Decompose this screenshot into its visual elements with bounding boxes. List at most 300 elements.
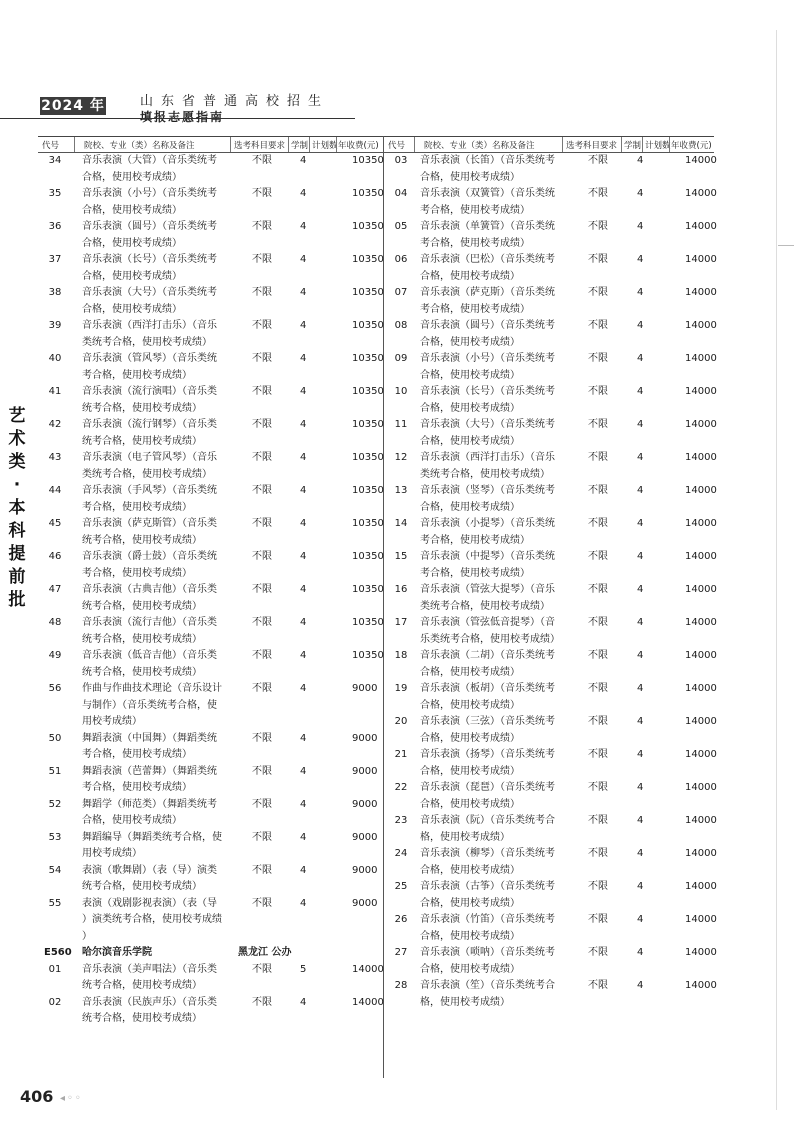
annual-fee: 10350 [352, 518, 384, 529]
major-row [42, 285, 382, 318]
major-code: 26 [394, 914, 408, 925]
major-name: 音乐表演（竹笛）（音乐类统考 合格，使用校考成绩） [420, 914, 555, 942]
major-name: 音乐表演（美声唱法）（音乐类 统考合格，使用校考成绩） [82, 963, 217, 991]
duration: 4 [300, 551, 307, 562]
major-row [42, 648, 382, 681]
annual-fee: 14000 [685, 914, 717, 925]
major-name: 音乐表演（管风琴）（音乐类统 考合格，使用校考成绩） [82, 353, 217, 381]
duration: 4 [300, 864, 307, 876]
major-code: 12 [394, 452, 408, 463]
major-name: 音乐表演（长号）（音乐类统考 合格，使用校考成绩） [420, 386, 555, 414]
annual-fee: 14000 [685, 848, 717, 859]
duration: 4 [300, 996, 307, 1008]
duration: 4 [637, 386, 644, 397]
major-row [42, 681, 382, 731]
annual-fee: 14000 [685, 980, 717, 991]
major-name: 音乐表演（唢呐）（音乐类统考 合格，使用校考成绩） [420, 947, 555, 975]
major-row [388, 615, 717, 648]
major-row [42, 863, 382, 896]
major-code: 46 [48, 551, 62, 562]
annual-fee: 14000 [685, 683, 717, 694]
header-divider [336, 137, 337, 152]
header-divider [74, 137, 75, 152]
subject-requirement: 不限 [252, 765, 272, 777]
major-row [388, 351, 717, 384]
duration: 4 [637, 518, 644, 529]
annual-fee: 10350 [352, 551, 384, 562]
subject-requirement: 不限 [588, 518, 608, 529]
major-name: 音乐表演（中提琴）（音乐类统 考合格，使用校考成绩） [420, 551, 555, 579]
major-code: 52 [48, 798, 62, 810]
major-name: 音乐表演（萨克斯管）（音乐类 统考合格，使用校考成绩） [82, 518, 217, 546]
annual-fee: 10350 [352, 221, 384, 232]
major-name: 音乐表演（圆号）（音乐类统考 合格，使用校考成绩） [420, 320, 555, 348]
major-row [42, 318, 382, 351]
subject-requirement: 不限 [588, 914, 608, 925]
duration: 4 [300, 683, 307, 694]
major-code: 40 [48, 353, 62, 364]
subject-requirement: 不限 [252, 551, 272, 562]
duration: 4 [637, 221, 644, 232]
header-divider [669, 137, 670, 152]
major-name: 音乐表演（大管）（音乐类统考 合格，使用校考成绩） [82, 155, 217, 183]
school-row [42, 945, 382, 962]
major-code: 20 [394, 716, 408, 727]
subject-requirement: 不限 [588, 749, 608, 760]
annual-fee: 10350 [352, 155, 384, 166]
major-name: 表演（歌舞剧）（表（导）演类 统考合格，使用校考成绩） [82, 864, 217, 892]
header-plan: 计划数 [645, 141, 671, 151]
major-code: 08 [394, 320, 408, 331]
annual-fee: 14000 [685, 188, 717, 199]
subject-requirement: 不限 [588, 551, 608, 562]
major-row [388, 648, 717, 681]
column-divider [383, 136, 384, 1078]
header-subject: 选考科目要求 [234, 141, 286, 151]
major-row [388, 483, 717, 516]
major-code: 35 [48, 188, 62, 199]
annual-fee: 10350 [352, 386, 384, 397]
major-row [388, 516, 717, 549]
major-name: 舞蹈编导（舞蹈类统考合格，使 用校考成绩） [82, 831, 222, 859]
subject-requirement: 不限 [252, 155, 272, 166]
subject-requirement: 不限 [588, 386, 608, 397]
major-row [388, 780, 717, 813]
subject-requirement: 不限 [252, 485, 272, 496]
major-row [388, 153, 717, 186]
duration: 4 [300, 419, 307, 430]
major-name: 音乐表演（电子管风琴）（音乐 类统考合格，使用校考成绩） [82, 452, 217, 480]
subject-requirement: 不限 [588, 815, 608, 826]
header-name: 院校、专业（类）名称及备注 [84, 141, 195, 151]
subject-requirement: 不限 [252, 996, 272, 1008]
header-fee: 年收费(元) [338, 141, 379, 151]
subject-requirement: 不限 [252, 617, 272, 628]
header-title: 山东省普通高校招生 [140, 94, 330, 109]
header-year-badge: 2024 年 [41, 98, 105, 114]
duration: 4 [300, 452, 307, 463]
major-code: 11 [394, 419, 408, 430]
major-name: 音乐表演（巴松）（音乐类统考 合格，使用校考成绩） [420, 254, 555, 282]
duration: 4 [637, 914, 644, 925]
major-name: 音乐表演（板胡）（音乐类统考 合格，使用校考成绩） [420, 683, 555, 711]
major-code: 05 [394, 221, 408, 232]
major-code: 21 [394, 749, 408, 760]
major-row [42, 417, 382, 450]
annual-fee: 10350 [352, 650, 384, 661]
annual-fee: 10350 [352, 254, 384, 265]
annual-fee: 14000 [685, 650, 717, 661]
major-name: 音乐表演（爵士鼓）（音乐类统 考合格，使用校考成绩） [82, 551, 217, 579]
subject-requirement: 不限 [252, 518, 272, 529]
subject-requirement: 不限 [252, 864, 272, 876]
duration: 4 [637, 782, 644, 793]
subject-requirement: 不限 [588, 320, 608, 331]
header-code: 代号 [42, 141, 60, 151]
major-code: 19 [394, 683, 408, 694]
major-code: 45 [48, 518, 62, 529]
duration: 4 [637, 155, 644, 166]
major-row [42, 549, 382, 582]
major-name: 音乐表演（古筝）（音乐类统考 合格，使用校考成绩） [420, 881, 555, 909]
major-name: 音乐表演（大号）（音乐类统考 合格，使用校考成绩） [420, 419, 555, 447]
school-name: 哈尔滨音乐学院 [82, 947, 152, 958]
left-table-header [38, 137, 383, 152]
right-table-body [388, 153, 717, 1011]
subject-requirement: 不限 [252, 683, 272, 694]
duration: 5 [300, 963, 307, 975]
duration: 4 [637, 320, 644, 331]
major-code: 41 [48, 386, 62, 397]
major-code: 23 [394, 815, 408, 826]
subject-requirement: 不限 [252, 732, 272, 744]
duration: 4 [637, 584, 644, 595]
major-name: 作曲与作曲技术理论（音乐设计 与制作）（音乐类统考合格，使 用校考成绩） [82, 683, 222, 727]
major-row [42, 219, 382, 252]
annual-fee: 14000 [685, 782, 717, 793]
major-row [42, 896, 382, 946]
duration: 4 [637, 452, 644, 463]
major-row [42, 830, 382, 863]
major-code: 49 [48, 650, 62, 661]
duration: 4 [637, 749, 644, 760]
major-row [388, 417, 717, 450]
major-row [42, 962, 382, 995]
annual-fee: 14000 [685, 353, 717, 364]
major-row [388, 945, 717, 978]
major-row [388, 549, 717, 582]
major-name: 音乐表演（大号）（音乐类统考 合格，使用校考成绩） [82, 287, 217, 315]
major-name: 音乐表演（圆号）（音乐类统考 合格，使用校考成绩） [82, 221, 217, 249]
duration: 4 [300, 485, 307, 496]
duration: 4 [637, 815, 644, 826]
major-row [42, 186, 382, 219]
subject-requirement: 不限 [588, 353, 608, 364]
header-plan: 计划数 [312, 141, 338, 151]
major-code: 27 [394, 947, 408, 958]
major-row [42, 615, 382, 648]
annual-fee: 10350 [352, 419, 384, 430]
subject-requirement: 不限 [588, 947, 608, 958]
duration: 4 [637, 617, 644, 628]
subject-requirement: 不限 [252, 221, 272, 232]
duration: 4 [300, 732, 307, 744]
header-code: 代号 [388, 141, 406, 151]
side-section-tab: 艺 术 类 · 本 科 提 前 批 [8, 406, 26, 610]
subject-requirement: 不限 [588, 881, 608, 892]
duration: 4 [637, 419, 644, 430]
major-code: 15 [394, 551, 408, 562]
annual-fee: 14000 [685, 815, 717, 826]
annual-fee: 9000 [352, 831, 378, 843]
subject-requirement: 不限 [252, 320, 272, 331]
major-row [388, 978, 717, 1011]
subject-requirement: 不限 [252, 584, 272, 595]
annual-fee: 14000 [685, 584, 717, 595]
major-code: 17 [394, 617, 408, 628]
header-fee: 年收费(元) [671, 141, 712, 151]
major-code: 43 [48, 452, 62, 463]
major-row [42, 995, 382, 1028]
annual-fee: 14000 [685, 617, 717, 628]
duration: 4 [300, 155, 307, 166]
major-code: 10 [394, 386, 408, 397]
header-divider [621, 137, 622, 152]
duration: 4 [300, 287, 307, 298]
subject-requirement: 不限 [588, 683, 608, 694]
major-code: 55 [48, 897, 62, 909]
subject-requirement: 不限 [252, 287, 272, 298]
duration: 4 [637, 881, 644, 892]
header-divider [288, 137, 289, 152]
subject-requirement: 不限 [252, 650, 272, 661]
major-name: 舞蹈表演（中国舞）（舞蹈类统 考合格，使用校考成绩） [82, 732, 217, 760]
major-code: 51 [48, 765, 62, 777]
annual-fee: 14000 [685, 749, 717, 760]
annual-fee: 14000 [685, 155, 717, 166]
annual-fee: 14000 [352, 963, 384, 975]
annual-fee: 14000 [352, 996, 384, 1008]
major-row [388, 846, 717, 879]
duration: 4 [637, 254, 644, 265]
subject-requirement: 不限 [588, 287, 608, 298]
header-divider [414, 137, 415, 152]
major-row [388, 186, 717, 219]
duration: 4 [300, 765, 307, 777]
subject-requirement: 不限 [252, 419, 272, 430]
major-name: 音乐表演（双簧管）（音乐类统 考合格，使用校考成绩） [420, 188, 555, 216]
subject-requirement: 不限 [252, 963, 272, 975]
annual-fee: 10350 [352, 452, 384, 463]
major-code: 03 [394, 155, 408, 166]
subject-requirement: 不限 [588, 716, 608, 727]
major-row [388, 912, 717, 945]
annual-fee: 10350 [352, 188, 384, 199]
major-name: 音乐表演（扬琴）（音乐类统考 合格，使用校考成绩） [420, 749, 555, 777]
major-code: 47 [48, 584, 62, 595]
major-code: 50 [48, 732, 62, 744]
subject-requirement: 不限 [252, 188, 272, 199]
major-row [42, 731, 382, 764]
duration: 4 [637, 353, 644, 364]
page-edge-rule [776, 30, 777, 1110]
major-code: 25 [394, 881, 408, 892]
subject-requirement: 不限 [588, 254, 608, 265]
major-name: 音乐表演（小号）（音乐类统考 合格，使用校考成绩） [420, 353, 555, 381]
major-name: 音乐表演（单簧管）（音乐类统 考合格，使用校考成绩） [420, 221, 555, 249]
duration: 4 [300, 831, 307, 843]
duration: 4 [637, 683, 644, 694]
major-name: 音乐表演（琵琶）（音乐类统考 合格，使用校考成绩） [420, 782, 555, 810]
major-row [388, 681, 717, 714]
major-name: 音乐表演（流行吉他）（音乐类 统考合格，使用校考成绩） [82, 617, 217, 645]
major-name: 舞蹈学（师范类）（舞蹈类统考 合格，使用校考成绩） [82, 798, 217, 826]
major-name: 音乐表演（低音吉他）（音乐类 统考合格，使用校考成绩） [82, 650, 217, 678]
major-name: 音乐表演（手风琴）（音乐类统 考合格，使用校考成绩） [82, 485, 217, 513]
major-name: 表演（戏剧影视表演）（表（导 ）演类统考合格，使用校考成绩 ） [82, 897, 222, 942]
annual-fee: 14000 [685, 386, 717, 397]
duration: 4 [300, 798, 307, 810]
right-table-header [384, 137, 714, 152]
annual-fee: 14000 [685, 947, 717, 958]
duration: 4 [637, 650, 644, 661]
major-code: 02 [48, 996, 62, 1008]
subject-requirement: 不限 [252, 897, 272, 909]
duration: 4 [300, 617, 307, 628]
page-number: 406 [20, 1087, 54, 1106]
major-row [42, 483, 382, 516]
header-duration: 学制 [291, 141, 309, 151]
major-row [42, 764, 382, 797]
major-name: 音乐表演（西洋打击乐）（音乐 类统考合格，使用校考成绩） [420, 452, 555, 480]
annual-fee: 9000 [352, 683, 378, 694]
annual-fee: 10350 [352, 584, 384, 595]
subject-requirement: 不限 [252, 798, 272, 810]
subject-requirement: 不限 [588, 650, 608, 661]
major-row [388, 450, 717, 483]
duration: 4 [637, 980, 644, 991]
major-code: 04 [394, 188, 408, 199]
major-code: 01 [48, 963, 62, 975]
duration: 4 [637, 287, 644, 298]
annual-fee: 14000 [685, 287, 717, 298]
subject-requirement: 不限 [252, 386, 272, 397]
major-row [388, 384, 717, 417]
annual-fee: 9000 [352, 765, 378, 777]
duration: 4 [637, 485, 644, 496]
duration: 4 [300, 518, 307, 529]
duration: 4 [300, 897, 307, 909]
annual-fee: 14000 [685, 551, 717, 562]
subject-requirement: 不限 [588, 452, 608, 463]
left-table-body [42, 153, 382, 1028]
header-subtitle: 填报志愿指南 [140, 110, 225, 124]
major-row [388, 582, 717, 615]
major-name: 音乐表演（阮）（音乐类统考合 格，使用校考成绩） [420, 815, 555, 843]
annual-fee: 10350 [352, 287, 384, 298]
major-code: 36 [48, 221, 62, 232]
major-name: 音乐表演（长笛）（音乐类统考 合格，使用校考成绩） [420, 155, 555, 183]
subject-requirement: 不限 [588, 155, 608, 166]
major-name: 舞蹈表演（芭蕾舞）（舞蹈类统 考合格，使用校考成绩） [82, 765, 217, 793]
annual-fee: 9000 [352, 864, 378, 876]
subject-requirement: 不限 [588, 980, 608, 991]
major-name: 音乐表演（西洋打击乐）（音乐 类统考合格，使用校考成绩） [82, 320, 217, 348]
subject-requirement: 不限 [588, 221, 608, 232]
major-name: 音乐表演（笙）（音乐类统考合 格，使用校考成绩） [420, 980, 555, 1008]
major-name: 音乐表演（二胡）（音乐类统考 合格，使用校考成绩） [420, 650, 555, 678]
header-divider [562, 137, 563, 152]
duration: 4 [300, 386, 307, 397]
major-row [388, 813, 717, 846]
major-code: 06 [394, 254, 408, 265]
major-code: 38 [48, 287, 62, 298]
annual-fee: 14000 [685, 881, 717, 892]
school-code: E560 [44, 947, 72, 958]
subject-requirement: 不限 [588, 617, 608, 628]
annual-fee: 14000 [685, 452, 717, 463]
major-row [42, 450, 382, 483]
major-name: 音乐表演（柳琴）（音乐类统考 合格，使用校考成绩） [420, 848, 555, 876]
major-row [388, 318, 717, 351]
duration: 4 [300, 188, 307, 199]
major-row [388, 747, 717, 780]
subject-requirement: 不限 [252, 353, 272, 364]
duration: 4 [300, 221, 307, 232]
header-divider [642, 137, 643, 152]
header-name: 院校、专业（类）名称及备注 [424, 141, 535, 151]
annual-fee: 14000 [685, 320, 717, 331]
annual-fee: 10350 [352, 320, 384, 331]
subject-requirement: 不限 [252, 831, 272, 843]
major-name: 音乐表演（三弦）（音乐类统考 合格，使用校考成绩） [420, 716, 555, 744]
header-subject: 选考科目要求 [566, 141, 618, 151]
subject-requirement: 不限 [588, 584, 608, 595]
major-row [388, 252, 717, 285]
major-row [42, 384, 382, 417]
major-code: 07 [394, 287, 408, 298]
annual-fee: 14000 [685, 485, 717, 496]
annual-fee: 14000 [685, 221, 717, 232]
major-code: 14 [394, 518, 408, 529]
duration: 4 [300, 650, 307, 661]
duration: 4 [637, 947, 644, 958]
duration: 4 [300, 254, 307, 265]
major-name: 音乐表演（流行演唱）（音乐类 统考合格，使用校考成绩） [82, 386, 217, 414]
duration: 4 [300, 584, 307, 595]
subject-requirement: 不限 [252, 254, 272, 265]
subject-requirement: 不限 [588, 188, 608, 199]
major-code: 13 [394, 485, 408, 496]
major-name: 音乐表演（小号）（音乐类统考 合格，使用校考成绩） [82, 188, 217, 216]
subject-requirement: 不限 [588, 848, 608, 859]
major-code: 54 [48, 864, 62, 876]
major-row [42, 351, 382, 384]
major-code: 24 [394, 848, 408, 859]
major-code: 18 [394, 650, 408, 661]
subject-requirement: 不限 [588, 485, 608, 496]
header-divider [230, 137, 231, 152]
annual-fee: 14000 [685, 716, 717, 727]
subject-requirement: 不限 [588, 782, 608, 793]
major-row [388, 219, 717, 252]
major-code: 48 [48, 617, 62, 628]
major-code: 53 [48, 831, 62, 843]
major-name: 音乐表演（民族声乐）（音乐类 统考合格，使用校考成绩） [82, 996, 217, 1024]
page-edge-mark [778, 245, 794, 246]
header-divider [309, 137, 310, 152]
annual-fee: 10350 [352, 353, 384, 364]
